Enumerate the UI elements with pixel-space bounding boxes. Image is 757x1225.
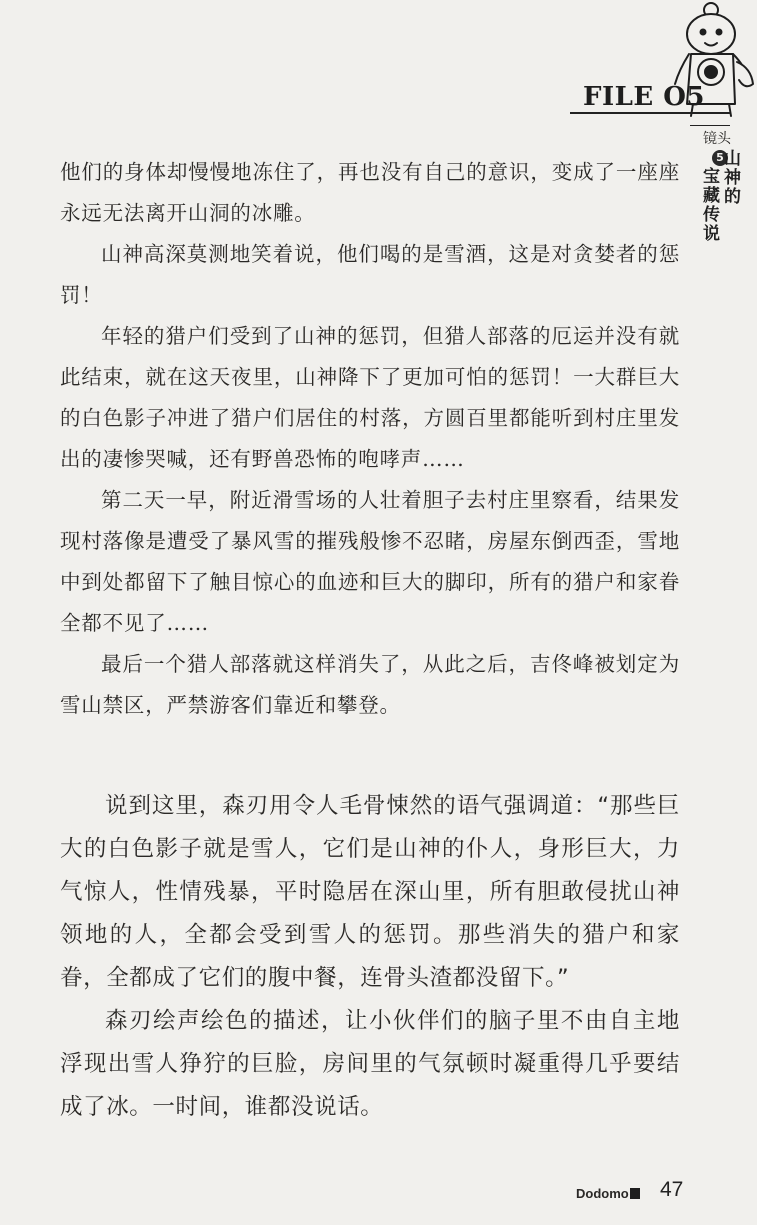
header-rule bbox=[570, 112, 730, 114]
chapter-title-col1: 宝藏传说 bbox=[703, 167, 720, 244]
story-text-sans bbox=[60, 785, 680, 1129]
paragraph: 森刃绘声绘色的描述，让小伙伴们的脑子里不由自主地浮现出雪人狰狞的巨脸，房间里的气氛顿时凝重得几乎要结成了冰。一时间，谁都没说话。 bbox=[60, 1008, 680, 1120]
file-label: FILE O5 bbox=[583, 82, 706, 112]
story-text-serif bbox=[60, 152, 680, 726]
chapter-side-label: 镜头 bbox=[703, 131, 731, 147]
paragraph: 年轻的猎户们受到了山神的惩罚，但猎人部落的厄运并没有就此结束，就在这天夜里，山神降下了更加可怕的惩罚！一大群巨大的白色影子冲进了猎户们居住的村落，方圆百里都能听到村庄里发出的凄惨哭喊，还有野兽恐怖的咆哮声…… bbox=[60, 324, 680, 471]
paragraph: 第二天一早，附近滑雪场的人壮着胆子去村庄里察看，结果发现村落像是遭受了暴风雪的摧残般惨不忍睹，房屋东倒西歪，雪地中到处都留下了触目惊心的血迹和巨大的脚印，所有的猎户和家眷全都不见了…… bbox=[60, 488, 680, 635]
footer-brand-text: Dodomo bbox=[576, 1186, 629, 1201]
paragraph: 他们的身体却慢慢地冻住了，再也没有自己的意识，变成了一座座永远无法离开山洞的冰雕。 bbox=[60, 160, 680, 225]
brand-mark-icon bbox=[630, 1188, 640, 1199]
chapter-number-badge: 5 bbox=[712, 150, 728, 166]
chapter-title-col2: 山神的 bbox=[724, 149, 741, 207]
footer-brand bbox=[576, 1186, 640, 1201]
paragraph: 说到这里，森刃用令人毛骨悚然的语气强调道：“那些巨大的白色影子就是雪人，它们是山神的仆人，身形巨大，力气惊人，性情残暴，平时隐居在深山里，所有胆敢侵扰山神领地的人，全都会受到雪人的惩罚。那些消失的猎户和家眷，全都成了它们的腹中餐，连骨头渣都没留下。” bbox=[60, 793, 680, 991]
paragraph: 最后一个猎人部落就这样消失了，从此之后，吉佟峰被划定为雪山禁区，严禁游客们靠近和攀登。 bbox=[60, 652, 680, 717]
page-number: 47 bbox=[660, 1178, 684, 1201]
paragraph: 山神高深莫测地笑着说，他们喝的是雪酒，这是对贪婪者的惩罚！ bbox=[60, 242, 680, 307]
